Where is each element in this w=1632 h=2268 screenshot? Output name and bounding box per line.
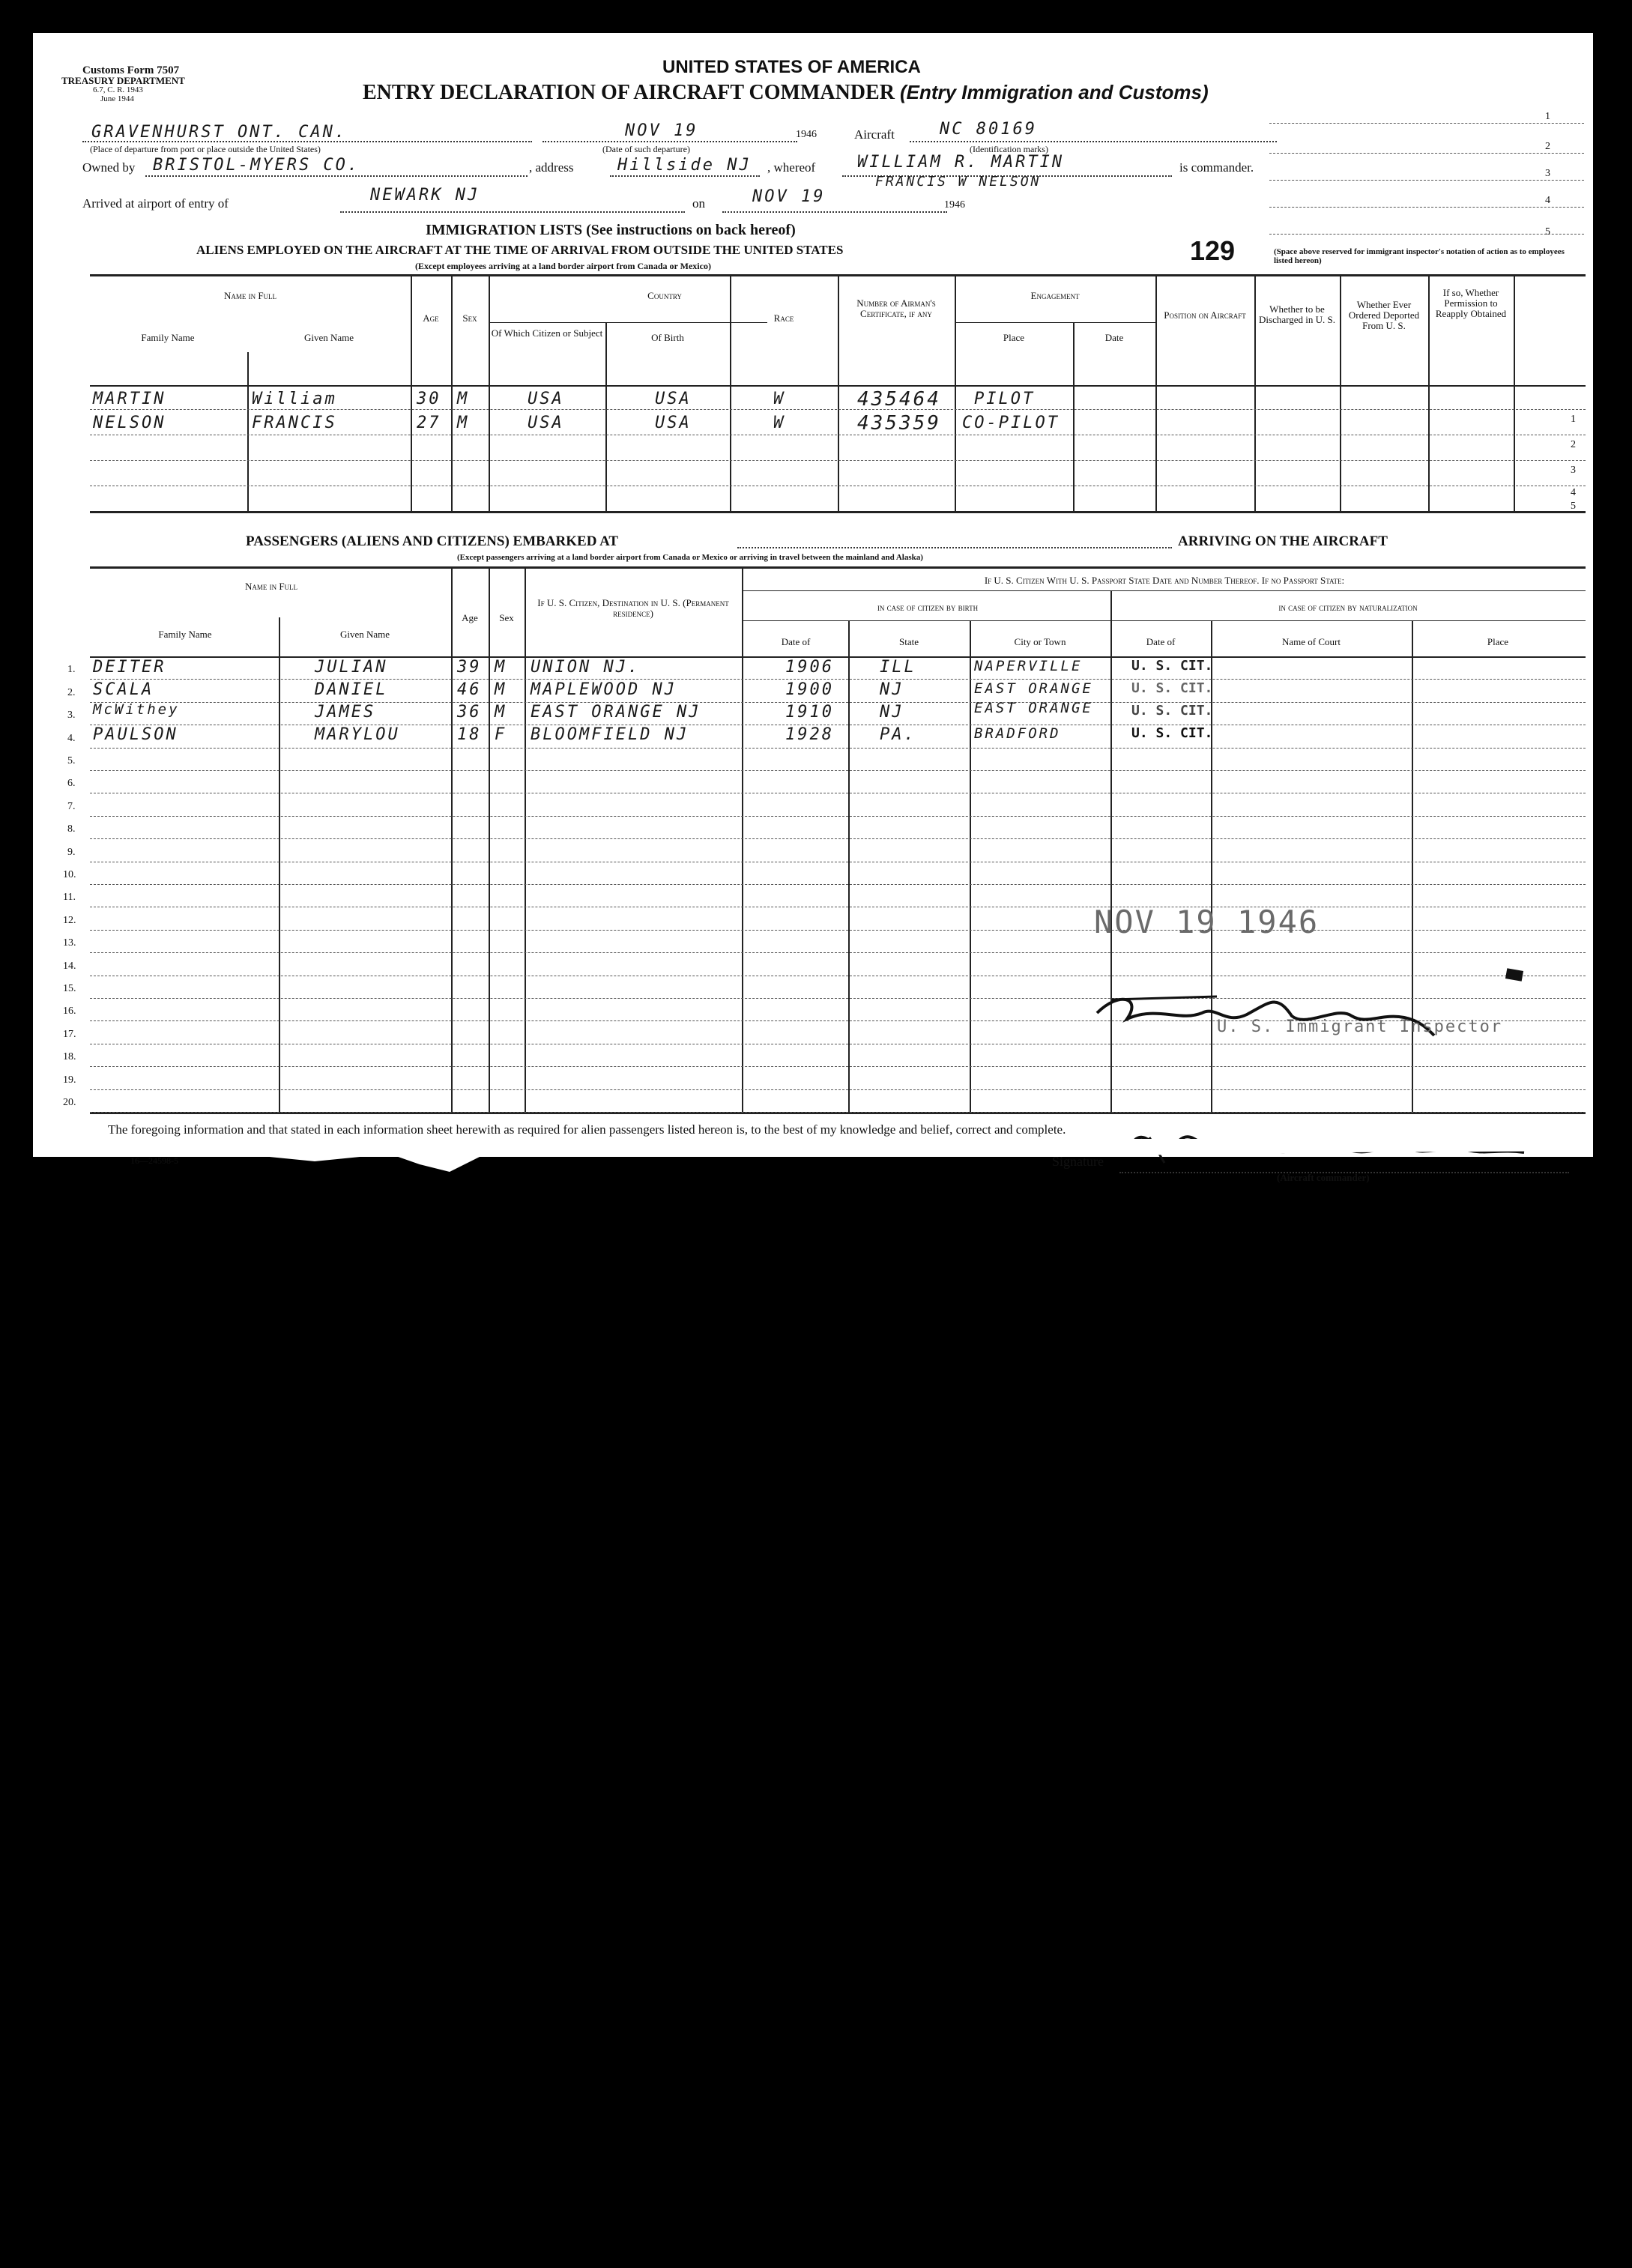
pass-col-by-birth: in case of citizen by birth — [877, 602, 979, 613]
immigration-heading-main: IMMIGRATION LISTS — [426, 222, 583, 238]
crew-col-deported: Whether Ever Ordered Deported From U. S. — [1348, 299, 1420, 331]
pass-destination: EAST ORANGE NJ — [531, 703, 701, 722]
pass-col-date-of: Date of — [781, 636, 811, 647]
owner-label: Owned by — [82, 160, 136, 175]
departure-year: 1946 — [796, 129, 817, 140]
cfr-reference: 6.7, C. R. 1943 — [93, 85, 143, 94]
pass-given: JULIAN — [315, 658, 388, 677]
departure-place-caption: (Place of departure from port or place outside the United States) — [90, 144, 321, 154]
passenger-row-number: 8. — [67, 823, 76, 835]
form-date: June 1944 — [100, 94, 134, 103]
margin-line-number: 4 — [1545, 195, 1550, 206]
departure-date: NOV 19 — [625, 121, 698, 140]
pass-state: ILL — [880, 658, 916, 677]
crew-col-certificate: Number of Airman's Certificate, if any — [856, 297, 936, 319]
form-sequence-number: 129 — [1190, 235, 1236, 266]
crew-race: W — [773, 390, 786, 408]
pass-sex: F — [495, 725, 507, 744]
passenger-row-number: 18. — [63, 1051, 76, 1063]
passenger-row-number: 2. — [67, 686, 76, 698]
passenger-row-rule — [90, 770, 1586, 771]
crew-row-number: 4 — [1571, 487, 1576, 498]
print-code: 16—24598-5 — [130, 1155, 178, 1166]
torn-paper-edge — [0, 1139, 1632, 1184]
pass-col-passport: If U. S. Citizen With U. S. Passport State Date and Number Thereof. If no Passport State: — [984, 575, 1345, 586]
passenger-row-number: 6. — [67, 778, 76, 790]
crew-place: CO-PILOT — [962, 414, 1060, 432]
crew-certificate: 435359 — [857, 412, 941, 435]
pass-family: SCALA — [93, 680, 154, 699]
margin-line-number: 5 — [1545, 226, 1550, 238]
crew-family: MARTIN — [93, 390, 166, 408]
pass-col-family: Family Name — [158, 629, 212, 640]
passenger-row-rule — [90, 952, 1586, 953]
pass-col-place: Place — [1487, 636, 1509, 647]
inspector-label: U. S. Immigrant Inspector — [1217, 1017, 1503, 1036]
passenger-row-rule — [90, 838, 1586, 839]
pass-family: PAULSON — [93, 725, 178, 744]
pass-state: NJ — [880, 703, 904, 722]
passenger-row-number: 19. — [63, 1074, 76, 1086]
aircraft-label: Aircraft — [854, 127, 895, 142]
pass-sex: M — [495, 703, 507, 722]
crew-col-family: Family Name — [141, 332, 195, 343]
passenger-row-number: 4. — [67, 732, 76, 744]
pass-citizenship-stamp: U. S. CIT. — [1131, 680, 1213, 696]
passenger-row-number: 1. — [67, 664, 76, 676]
pass-destination: BLOOMFIELD NJ — [531, 725, 689, 744]
crew-col-permission: If so, Whether Permission to Reapply Obtained — [1435, 287, 1507, 319]
crew-col-age: Age — [423, 312, 439, 324]
passengers-heading-end: ARRIVING ON THE AIRCRAFT — [1178, 533, 1388, 549]
pass-family: McWithey — [93, 701, 180, 718]
passenger-row-number: 16. — [63, 1006, 76, 1017]
pass-destination: UNION NJ. — [531, 658, 641, 677]
passenger-row-number: 7. — [67, 800, 76, 812]
crew-given: William — [252, 390, 337, 408]
immigration-subheading: ALIENS EMPLOYED ON THE AIRCRAFT AT THE TIME OF ARRIVAL FROM OUTSIDE THE UNITED STATES — [196, 243, 844, 257]
pass-sex: M — [495, 658, 507, 677]
form-number: Customs Form 7507 — [82, 64, 180, 76]
pass-col-name: Name in Full — [244, 581, 298, 592]
pass-citizenship-stamp: U. S. CIT. — [1131, 703, 1213, 719]
commander-name-2: FRANCIS W NELSON — [875, 174, 1042, 190]
ink-mark — [1505, 968, 1523, 982]
aircraft-caption: (Identification marks) — [970, 144, 1048, 154]
entry-declaration-form — [33, 33, 1593, 1183]
crew-place: PILOT — [974, 390, 1036, 408]
crew-sex: M — [457, 390, 470, 408]
crew-age: 27 — [417, 414, 441, 432]
pass-state: PA. — [880, 725, 916, 744]
pass-date: 1900 — [785, 680, 834, 699]
address-value: Hillside NJ — [617, 156, 752, 175]
passenger-row-number: 20. — [63, 1097, 76, 1108]
address-label: , address — [529, 160, 574, 175]
pass-age: 18 — [457, 725, 482, 744]
passenger-row-rule — [90, 1112, 1586, 1113]
is-commander-label: is commander. — [1179, 160, 1254, 175]
arrival-year: 1946 — [944, 199, 965, 211]
margin-line-number: 1 — [1545, 111, 1550, 122]
declaration-statement: The foregoing information and that stated in each information sheet herewith as required for alien passengers listed hereon is, to the best of my knowledge and belief, correct and complete. — [108, 1122, 1066, 1137]
passenger-row-rule — [90, 930, 1586, 931]
margin-line-number: 2 — [1545, 141, 1550, 152]
pass-col-age: Age — [462, 612, 478, 623]
passenger-row-number: 12. — [63, 914, 76, 926]
passenger-row-number: 15. — [63, 983, 76, 994]
passengers-note: (Except passengers arriving at a land border airport from Canada or Mexico or arriving in travel between the mainland and Alaska) — [457, 553, 923, 562]
immigration-heading — [426, 222, 796, 239]
pass-sex: M — [495, 680, 507, 699]
pass-date: 1928 — [785, 725, 834, 744]
passenger-row-rule — [90, 816, 1586, 817]
pass-col-sex: Sex — [499, 612, 514, 623]
pass-given: DANIEL — [315, 680, 388, 699]
crew-col-name: Name in Full — [223, 290, 277, 301]
pass-col-date-of-nat: Date of — [1146, 636, 1176, 647]
pass-citizenship-stamp: U. S. CIT. — [1131, 725, 1213, 741]
inspector-space-note: (Space above reserved for immigrant inspector's notation of action as to employees listed hereon) — [1274, 247, 1565, 265]
crew-birth: USA — [655, 414, 692, 432]
crew-col-country: Country — [647, 290, 682, 301]
crew-col-place: Place — [1003, 332, 1025, 343]
country-heading: UNITED STATES OF AMERICA — [662, 57, 921, 77]
pass-family: DEITER — [93, 658, 166, 677]
crew-col-engagement: Engagement — [1030, 290, 1080, 301]
passenger-row-number: 3. — [67, 710, 76, 722]
crew-col-citizen-of: Of Which Citizen or Subject — [491, 327, 603, 339]
crew-row-number: 3 — [1571, 465, 1576, 476]
pass-date: 1906 — [785, 658, 834, 677]
crew-col-race: Race — [773, 312, 794, 324]
pass-age: 36 — [457, 703, 482, 722]
crew-col-given: Given Name — [303, 332, 354, 343]
pass-city: BRADFORD — [974, 725, 1061, 742]
pass-age: 39 — [457, 658, 482, 677]
immigration-note: (Except employees arriving at a land border airport from Canada or Mexico) — [415, 261, 711, 271]
owner-value: BRISTOL-MYERS CO. — [153, 156, 360, 175]
arrival-on-label: on — [692, 196, 705, 211]
immigration-heading-sub: (See instructions on back hereof) — [586, 222, 796, 238]
crew-col-position: Position on Aircraft — [1164, 309, 1246, 321]
passenger-row-rule — [90, 748, 1586, 749]
passenger-row-number: 13. — [63, 937, 76, 949]
arrival-date-stamp: NOV 19 1946 — [1094, 904, 1320, 940]
crew-citizen: USA — [528, 414, 564, 432]
pass-age: 46 — [457, 680, 482, 699]
crew-family: NELSON — [93, 414, 166, 432]
margin-line-number: 3 — [1545, 168, 1550, 179]
passenger-row-number: 10. — [63, 869, 76, 880]
pass-given: JAMES — [315, 703, 376, 722]
pass-city: EAST ORANGE — [974, 680, 1093, 697]
department: TREASURY DEPARTMENT — [61, 75, 185, 86]
crew-citizen: USA — [528, 390, 564, 408]
passenger-row-number: 17. — [63, 1028, 76, 1040]
arrival-place: NEWARK NJ — [370, 186, 480, 205]
whereof-label: , whereof — [767, 160, 816, 175]
pass-state: NJ — [880, 680, 904, 699]
pass-destination: MAPLEWOOD NJ — [531, 680, 677, 699]
signature-caption: (Aircraft commander) — [1277, 1172, 1370, 1183]
pass-citizenship-stamp: U. S. CIT. — [1131, 658, 1213, 674]
crew-col-birth: Of Birth — [651, 332, 684, 343]
crew-race: W — [773, 414, 786, 432]
form-title-sub: (Entry Immigration and Customs) — [899, 81, 1209, 103]
passengers-heading: PASSENGERS (ALIENS AND CITIZENS) EMBARKED AT — [246, 533, 619, 549]
arrival-label: Arrived at airport of entry of — [82, 196, 229, 211]
crew-sex: M — [457, 414, 470, 432]
pass-col-city: City or Town — [1014, 636, 1066, 647]
pass-col-by-naturalization: in case of citizen by naturalization — [1278, 602, 1418, 613]
pass-col-state: State — [899, 636, 919, 647]
crew-given: FRANCIS — [252, 414, 337, 432]
crew-row-number: 5 — [1571, 501, 1576, 512]
crew-col-sex: Sex — [462, 312, 477, 324]
crew-birth: USA — [655, 390, 692, 408]
crew-row-number: 1 — [1571, 414, 1576, 425]
crew-age: 30 — [417, 390, 441, 408]
commander-name: WILLIAM R. MARTIN — [857, 153, 1065, 172]
pass-col-court: Name of Court — [1282, 636, 1341, 647]
signature-label: Signature — [1052, 1154, 1104, 1169]
pass-col-destination: If U. S. Citizen, Destination in U. S. (Permanent residence) — [537, 597, 729, 619]
form-title — [363, 81, 1209, 105]
pass-col-given: Given Name — [339, 629, 390, 640]
crew-col-date: Date — [1104, 332, 1124, 343]
aircraft-id: NC 80169 — [940, 120, 1037, 139]
passenger-row-number: 14. — [63, 960, 76, 972]
pass-city: NAPERVILLE — [974, 658, 1083, 674]
form-title-main: ENTRY DECLARATION OF AIRCRAFT COMMANDER — [363, 81, 895, 104]
passenger-row-number: 5. — [67, 755, 76, 766]
passenger-row-rule — [90, 1066, 1586, 1067]
passenger-row-number: 9. — [67, 846, 76, 858]
pass-given: MARYLOU — [315, 725, 400, 744]
crew-row-number: 2 — [1571, 439, 1576, 450]
departure-place: GRAVENHURST ONT. CAN. — [91, 123, 348, 142]
crew-col-discharged: Whether to be Discharged in U. S. — [1259, 303, 1335, 325]
pass-city: EAST ORANGE — [974, 700, 1093, 716]
passenger-row-rule — [90, 1089, 1586, 1090]
arrival-date: NOV 19 — [752, 187, 826, 206]
passenger-row-rule — [90, 884, 1586, 885]
passenger-row-number: 11. — [63, 892, 76, 904]
departure-date-caption: (Date of such departure) — [602, 144, 690, 154]
crew-certificate: 435464 — [857, 388, 941, 411]
pass-date: 1910 — [785, 703, 834, 722]
